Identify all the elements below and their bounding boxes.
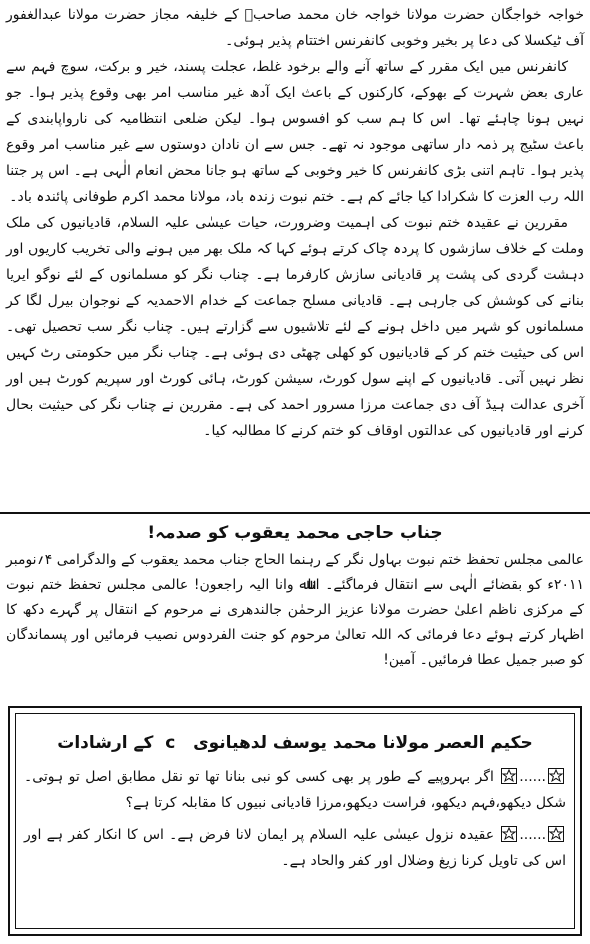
sayings-title-end: کے ارشادات [57, 733, 154, 753]
report-intro: خواجہ خواجگان حضرت مولانا خواجہ خان محمد صاحبؒ کے خلیفہ مجاز حضرت مولانا عبدالغفور آف ٹیکسلا کی دعا پر بخیر وخوبی کانفرنس اختتام پذیر ہوئی۔ [6, 7, 584, 49]
saying-lead-dots: ...... [519, 827, 547, 843]
star-ornament-icon [501, 826, 517, 842]
section-divider [0, 512, 590, 514]
report-paragraph-2: مقررین نے عقیدہ ختم نبوت کی اہمیت وضرورت، حیات عیسٰی علیہ السلام، قادیانیوں کی ملک وملت کے خلاف سازشوں کا پردہ چاک کرتے ہوئے کہا کہ ملک بھر میں ہونے والی تخریب کاریوں اور دہشت گردی کی پشت پر قادیانی سازش کارفرما ہے۔ چناب نگر کو مسلمانوں کے لئے نوگو ایریا بنانے کی کوشش کی جارہی ہے۔ قادیانی مسلح جماعت کے خدام الاحمدیہ کے نوجوان بیرل لگا کر مسلمانوں کو شہر میں داخل ہونے کے لئے تلاشیوں سے گزارتے ہیں۔ چناب نگر سب تحصیل تھی۔ اس کی حیثیت ختم کر کے قادیانیوں کو کھلی چھٹی دی ہوئی ہے۔ چناب نگر میں حکومتی رٹ کہیں نظر نہیں آتی۔ قادیانیوں کے اپنے سول کورٹ، سیشن کورٹ، ہائی کورٹ اور سپریم کورٹ ہیں اور آخری عدالت ہیڈ آف دی جماعت مرزا مسرور احمد کی ہے۔ مقررین نے چناب نگر کی حیثیت بحال کرنے اور قادیانیوں کی عدالتوں اوقاف کو ختم کرنے کا مطالبہ کیا۔ [6, 215, 584, 439]
saying-text: اگر بہروپیے کے طور پر بھی کسی کو نبی بنانا تھا تو نقل مطابق اصل تو ہوتی۔ شکل دیکھو،فہم دیکھو، فراست دیکھو،مرزا قادیانی نبیوں کا مقابلہ کرتا ہے؟ [24, 769, 566, 811]
star-ornament-icon [501, 768, 517, 784]
sayings-box-inner-border [15, 713, 575, 929]
condolence-paragraph: عالمی مجلس تحفظ ختم نبوت بہاول نگر کے رہنما الحاج جناب محمد یعقوب کے والدگرامی ۴؍نومبر ۲۰۱۱ء کو بقضائے الٰہی سے انتقال فرماگئے۔ اناﷲ وانا الیہ راجعون! عالمی مجلس تحفظ ختم نبوت کے مرکزی ناظم اعلیٰ حضرت مولانا عزیز الرحمٰن جالندھری نے مرحوم کے انتقال پر گہرے دکھ کا اظہار کرتے ہوئے دعا فرمائی کہ اللہ تعالیٰ مرحوم کو جنت الفردوس نصیب فرمائیں اور پسماندگان کو صبر جمیل عطا فرمائیں۔ آمین! [6, 552, 584, 668]
report-paragraph-1: کانفرنس میں ایک مقرر کے ساتھ آنے والے برخود غلط، عجلت پسند، خیر و برکت، سوچ فہم سے عاری بعض شہرت کے بھوکے، کارکنوں کے باعث ایک آدھ غیر مناسب امر بھی وقوع پذیر ہوا۔ جو نہیں ہونا چاہئے تھا۔ اس کا ہم سب کو افسوس ہوا۔ لیکن ضلعی انتظامیہ کی نارواپابندی کے باعث سٹیج پر ذمہ دار ساتھی موجود نہ تھے۔ جس سے ان نادان دوستوں سے غیر مناسب امر وقوع پذیر ہوا۔ تاہم اتنی بڑی کانفرنس کا خیر وخوبی کے ساتھ ہو جانا محض انعام الٰہی ہے۔ اس پر جتنا اللہ رب العزت کا شکرادا کیا جائے کم ہے۔ ختم نبوت زندہ باد، مولانا محمد اکرم طوفانی پائندہ باد۔ [6, 59, 584, 205]
sayings-box [8, 706, 582, 936]
conference-report [0, 2, 590, 444]
star-ornament-icon [548, 768, 564, 784]
sayings-title [16, 728, 574, 758]
star-ornament-icon [548, 826, 564, 842]
sayings-title-name: حکیم العصر مولانا محمد یوسف لدھیانوی [193, 733, 533, 753]
saying-lead-dots: ...... [519, 769, 546, 785]
saying-item [24, 822, 566, 874]
condolence-heading: جناب حاجی محمد یعقوب کو صدمہ! [147, 523, 443, 543]
condolence-notice [0, 518, 590, 673]
saying-text: عقیدہ نزول عیسٰی علیہ السلام پر ایمان لانا فرض ہے۔ اس کا انکار کفر ہے اور اس کی تاویل کرنا زیغ وضلال اور کفر والحاد ہے۔ [24, 827, 566, 869]
saying-item [24, 764, 566, 816]
sayings-title-mark: c [165, 733, 176, 753]
